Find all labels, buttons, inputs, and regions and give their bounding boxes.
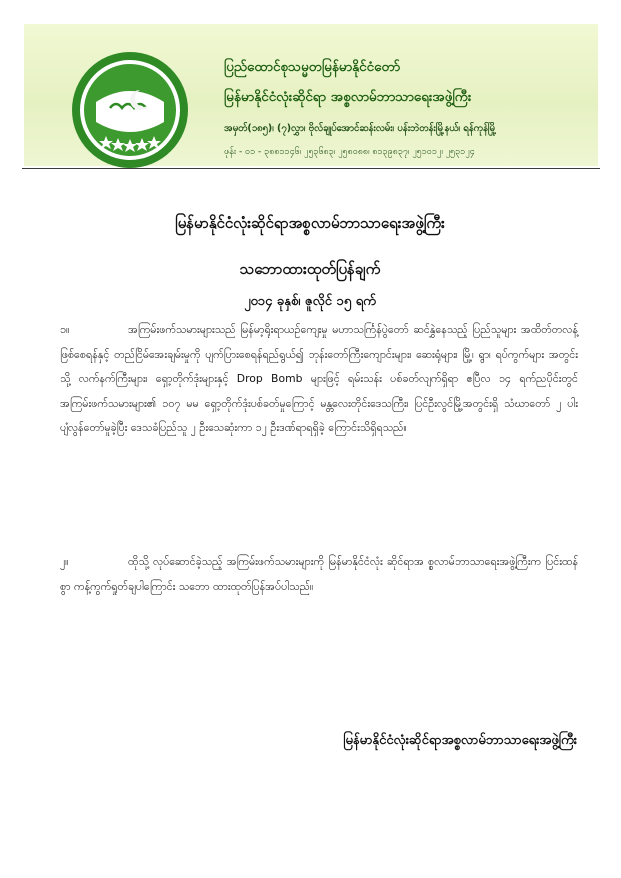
paragraph-1-number: ၁။ <box>60 323 70 336</box>
paragraph-2-text: ထိုသို့ လုပ်ဆောင်ခဲ့သည့် အကြမ်းဖက်သမားများကို မြန်မာနိုင်ငံလုံး ဆိုင်ရာအ စ္စလာမ်ဘာသာရေးအဖွဲ့ကြီးက ပြင်းထန်စွာ ကန့်ကွက်ရှုတ်ချပါကြောင်း သဘော ထားထုတ်ပြန်အပ်ပါသည်။ <box>60 555 578 593</box>
document-type: သဘောထားထုတ်ပြန်ချက် <box>239 260 381 278</box>
letterhead <box>24 24 598 166</box>
paragraph-1 <box>60 318 578 441</box>
letterhead-organization: မြန်မာနိုင်ငံလုံးဆိုင်ရာ အစ္စလာမ်ဘာသာရေးအဖွဲ့ကြီး <box>224 89 472 105</box>
organization-logo <box>70 50 190 170</box>
letterhead-address: အမှတ်(၁၈၅)၊ (၇)လွှာ၊ ဗိုလ်ချုပ်အောင်ဆန်းလမ်း၊ ပန်းဘဲတန်းမြို့နယ်၊ ရန်ကုန်မြို့ <box>224 123 497 134</box>
paragraph-2 <box>60 550 578 599</box>
letterhead-phone: ဖုန်း - ၀၁ - ၃၈၈၁၁၄၆၊ ၂၅၃၆၈၃၊ ၂၅၈၀၈၈၊ ၈၁၃၉၈၃၇၊ ၂၅၁၀၁၂၊ ၂၅၃၁၂၄ <box>224 147 475 157</box>
paragraph-1-text: အကြမ်းဖက်သမားများသည် မြန်မာ့ရိုးရာယဉ်ကျေးမှု မဟာသင်္ကြန်ပွဲတော် ဆင်နွှဲနေသည့် ပြည်သူများ အထိတ်တလန့်ဖြစ်စေရန်နှင့် တည်ငြိမ်အေးချမ်းမှုကို ပျက်ပြားစေရန်ရည်ရွယ်၍ ဘုန်းတော်ကြီးကျောင်းများ၊ ဆေးရုံများ၊ မြို့၊ ရွာ၊ ရပ်ကွက်များ အတွင်းသို့ လက်နက်ကြီးများ၊ ရှော့တိုက်ဒုံးများနှင့် Drop Bomb များဖြင့် ရမ်းသန်း ပစ်ခတ်လျက်ရှိရာ ဧပြီလ ၁၄ ရက်ညပိုင်းတွင် အကြမ်းဖက်သမားများ၏ ၁၀၇ မမ ရှော့တိုက်ဒုံးပစ်ခတ်မှုကြောင့် မန္တလေးတိုင်းဒေသကြီး၊ ပြင်ဦးလွင်မြို့အတွင်းရှိ သံဃာတော် ၂ ပါး ပျံလွန်တော်မူခဲ့ပြီး ဒေသခံပြည်သူ ၂ ဦးသေဆုံးကာ ၁၂ ဦးဒဏ်ရာရရှိခဲ့ ကြောင်းသိရှိရသည်။ <box>60 323 578 435</box>
paragraph-2-number: ၂။ <box>60 555 69 568</box>
document-date: ၂၀၁၄ ခုနှစ်၊ ဇူလိုင် ၁၅ ရက် <box>244 294 376 309</box>
document-org-title: မြန်မာနိုင်ငံလုံးဆိုင်ရာအစ္စလာမ်ဘာသာရေးအဖွဲ့ကြီး <box>175 214 445 232</box>
letterhead-country: ပြည်ထောင်စုသမ္မတမြန်မာနိုင်ငံတော် <box>224 59 401 75</box>
header-divider <box>22 168 600 169</box>
signature: မြန်မာနိုင်ငံလုံးဆိုင်ရာအစ္စလာမ်ဘာသာရေးအဖွဲ့ကြီး <box>343 733 577 748</box>
